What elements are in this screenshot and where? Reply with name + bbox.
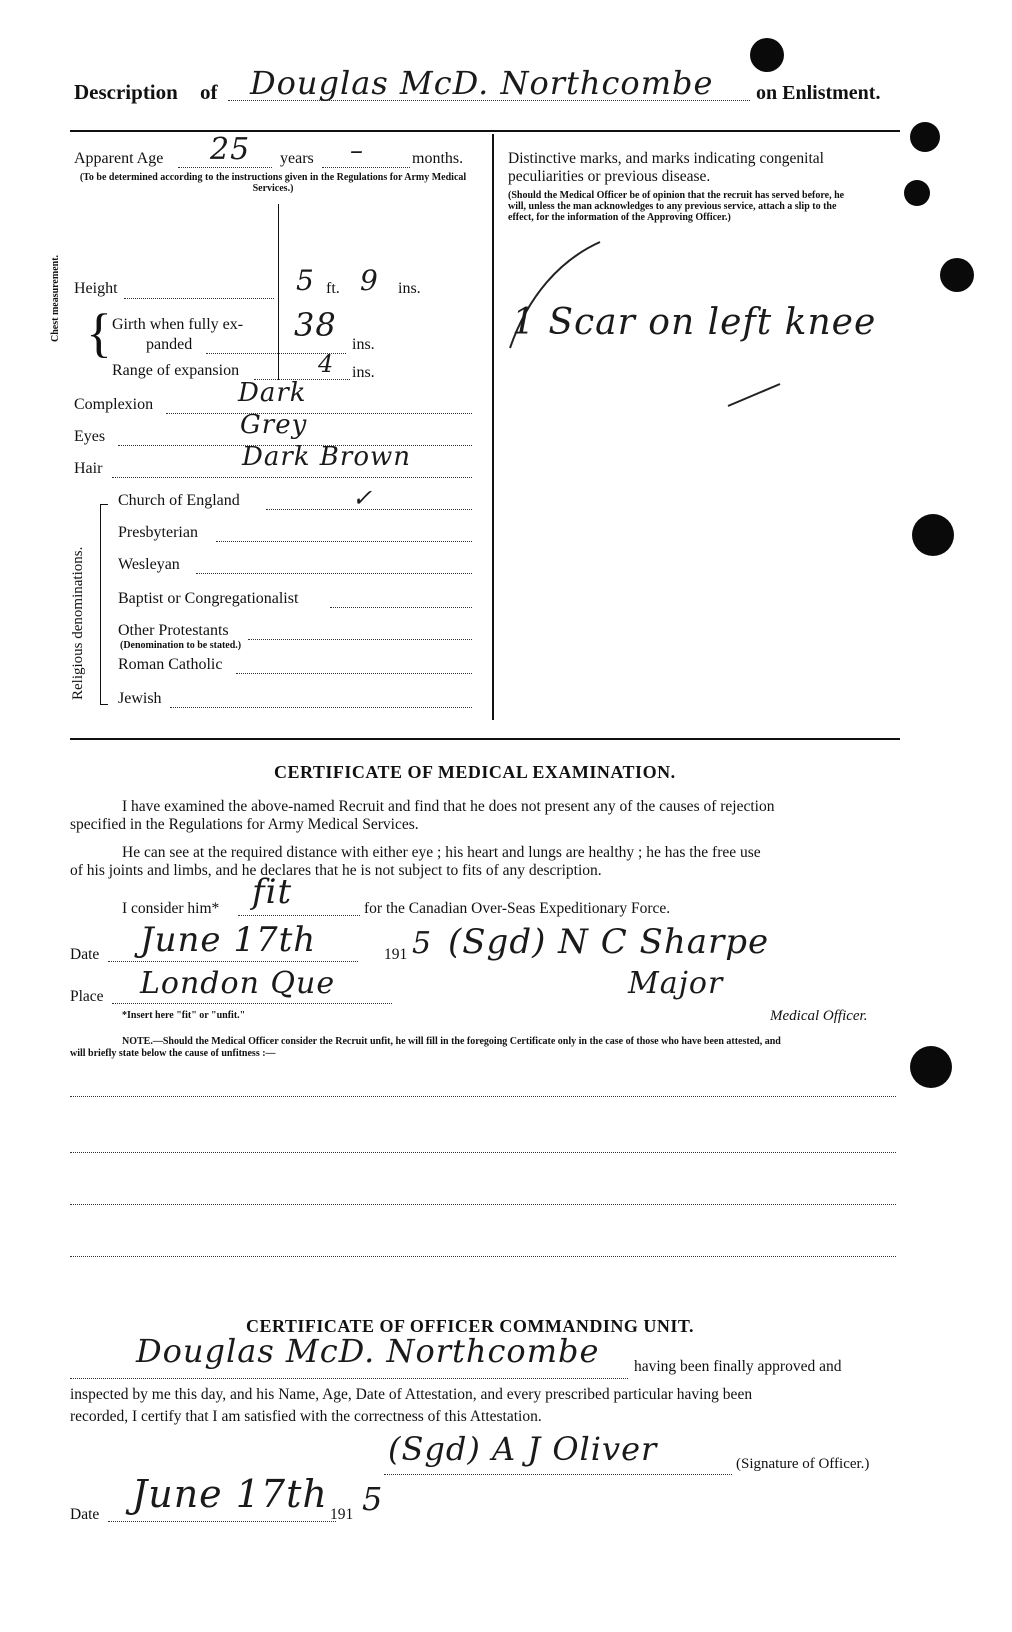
chest-side-label: Chest measurement. [50,254,61,342]
of-label: of [200,80,218,104]
commanding-officer-signature: (Sgd) A J Oliver [388,1430,658,1468]
on-enlistment-label: on Enlistment. [756,82,881,104]
religion-other-protestants: Other Protestants [118,622,229,639]
medical-para1-line1: I have examined the above-named Recruit and find that he does not present any of the causes of rejection [122,798,775,815]
punch-hole [912,514,954,556]
commanding-date-value: June 17th [132,1472,328,1516]
height-feet-value: 5 [296,264,315,297]
medical-para2-line1: He can see at the required distance with either eye ; his heart and lungs are healthy ; he has the free use [122,844,761,861]
consider-label: I consider him* [122,900,220,917]
complexion-label: Complexion [74,396,154,413]
marks-title-line1: Distinctive marks, and marks indicating congenital [508,150,824,167]
description-label: Description [74,80,178,104]
church-of-england-mark: ✓ [352,484,374,512]
medical-officer-signature: (Sgd) N C Sharpe [448,922,770,962]
fitness-value: fit [252,872,293,912]
place-label: Place [70,988,104,1005]
marks-note-line1: (Should the Medical Officer be of opinion that the recruit has served before, he [508,190,845,201]
section-rule [70,738,900,740]
medical-date-label: Date [70,946,100,963]
religion-baptist: Baptist or Congregationalist [118,590,299,607]
religion-church-of-england: Church of England [118,492,240,509]
marks-note-line2: will, unless the man acknowledges to any previous service, attach a slip to the [508,201,837,212]
punch-hole [910,122,940,152]
range-value: 4 [318,350,335,378]
range-label: Range of expansion [112,362,240,379]
column-divider [492,134,494,720]
marks-end-stroke [724,380,784,410]
signature-of-officer-label: (Signature of Officer.) [736,1456,870,1472]
religion-wesleyan: Wesleyan [118,556,180,573]
age-years-value: 25 [210,132,251,167]
medical-title: CERTIFICATE OF MEDICAL EXAMINATION. [274,762,676,782]
religion-roman-catholic: Roman Catholic [118,656,223,673]
commanding-date-label: Date [70,1506,100,1523]
commanding-recruit-name: Douglas McD. Northcombe [136,1332,600,1370]
girth-label-line1: Girth when fully ex- [112,316,244,333]
marks-title-line2: peculiarities or previous disease. [508,168,711,185]
place-value: London Que [140,966,336,1001]
for-force-label: for the Canadian Over-Seas Expeditionary Force. [364,900,671,917]
unfitness-line [70,1152,896,1153]
girth-unit: ins. [352,336,375,353]
years-label: years [280,150,314,167]
medical-note-line1: NOTE.—Should the Medical Officer consider the Recruit unfit, he will fill in the foregoing Certificate only in the case of those who have been attested, and [122,1036,781,1047]
commanding-text-line3: recorded, I certify that I am satisfied with the correctness of this Attestation. [70,1408,542,1425]
medical-officer-label: Medical Officer. [770,1008,868,1024]
feet-label: ft. [326,280,340,297]
inches-label: ins. [398,280,421,297]
commanding-text-line2: inspected by me this day, and his Name, Age, Date of Attestation, and every prescribed particular having been [70,1386,753,1403]
range-unit: ins. [352,364,375,381]
unfitness-line [70,1256,896,1257]
months-label: months. [412,150,464,167]
unfitness-line [70,1204,896,1205]
header-rule [70,130,900,132]
marks-value: 1 Scar on left knee [512,302,877,343]
medical-year-value: 5 [412,926,433,961]
height-label: Height [74,280,118,297]
commanding-title: CERTIFICATE OF OFFICER COMMANDING UNIT. [246,1316,695,1336]
punch-hole [910,1046,952,1088]
commanding-text-line1: having been finally approved and [634,1358,842,1375]
hair-value: Dark Brown [242,442,411,472]
religion-presbyterian: Presbyterian [118,524,198,541]
medical-officer-rank: Major [628,966,724,1001]
age-months-value: – [350,136,364,166]
eyes-label: Eyes [74,428,106,445]
unfitness-line [70,1096,896,1097]
punch-hole [904,180,930,206]
hair-label: Hair [74,460,103,477]
age-note: (To be determined according to the instructions given in the Regulations for Army Medical Services.) [79,172,467,194]
religion-jewish: Jewish [118,690,162,707]
height-inches-value: 9 [360,264,379,297]
eyes-value: Grey [240,410,308,440]
medical-para1-line2: specified in the Regulations for Army Medical Services. [70,816,419,833]
medical-year-prefix: 191 [384,946,408,963]
punch-hole [940,258,974,292]
medical-date-value: June 17th [140,920,317,960]
religion-side-label: Religious denominations. [70,546,86,700]
complexion-value: Dark [238,378,307,408]
commanding-year-prefix: 191 [330,1506,354,1523]
recruit-name: Douglas McD. Northcombe [250,64,714,102]
marks-note-line3: effect, for the information of the Approving Officer.) [508,212,731,223]
medical-note-line2: will briefly state below the cause of unfitness :— [70,1048,276,1059]
commanding-year-value: 5 [362,1480,384,1518]
girth-label-line2: panded [146,336,193,353]
medical-para2-line2: of his joints and limbs, and he declares that he is not subject to fits of any description. [70,862,602,879]
girth-value: 38 [294,306,337,344]
age-label: Apparent Age [74,150,164,167]
punch-hole [750,38,784,72]
religion-other-note: (Denomination to be stated.) [120,640,242,651]
insert-note: *Insert here "fit" or "unfit." [122,1010,246,1021]
